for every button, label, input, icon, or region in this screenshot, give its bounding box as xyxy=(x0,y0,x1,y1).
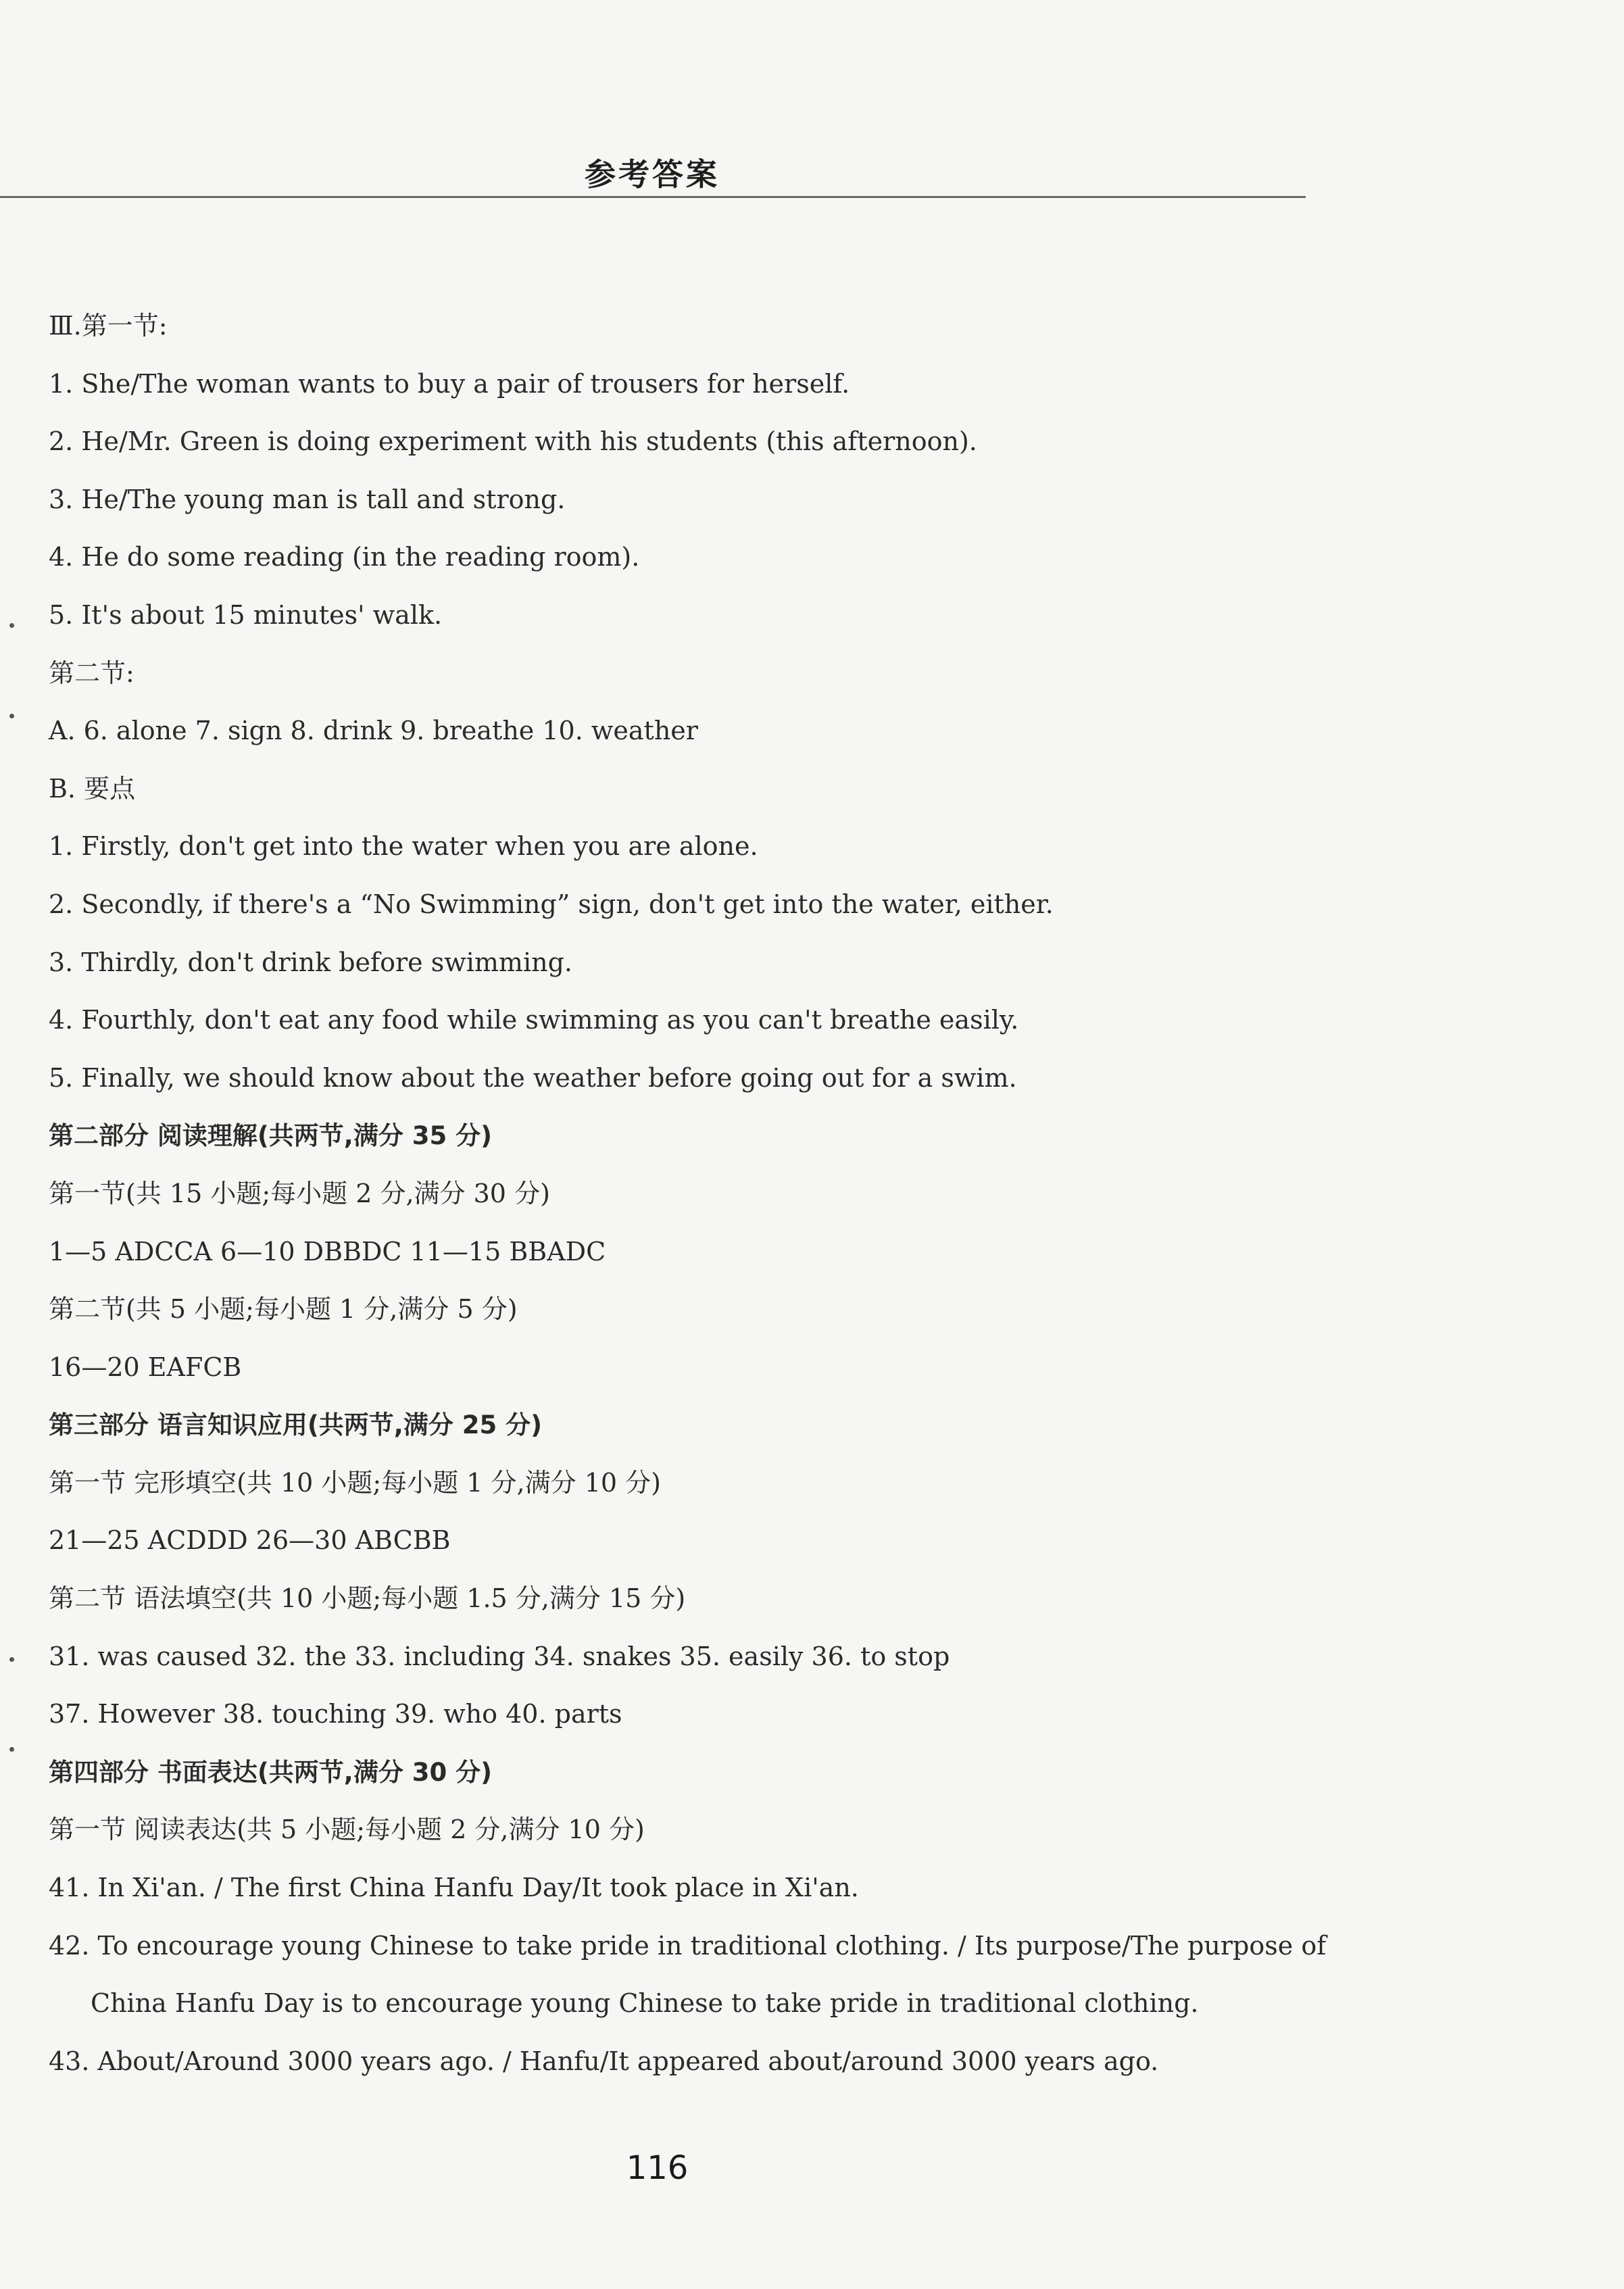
answer-line: 1. She/The woman wants to buy a pair of trousers for herself. xyxy=(49,368,850,399)
answer-line: Ⅲ.第一节: xyxy=(49,311,168,341)
answer-line: 3. Thirdly, don't drink before swimming. xyxy=(49,947,572,977)
answer-line: 4. Fourthly, don't eat any food while swimming as you can't breathe easily. xyxy=(49,1005,1019,1035)
answer-line: 4. He do some reading (in the reading room). xyxy=(49,542,640,572)
answer-line: 第二节: xyxy=(49,658,134,688)
answer-line: B. 要点 xyxy=(49,773,136,804)
answer-line: A. 6. alone 7. sign 8. drink 9. breathe 10. weather xyxy=(49,716,698,746)
answer-line: 3. He/The young man is tall and strong. xyxy=(49,484,566,514)
answer-line: 第一节 完形填空(共 10 小题;每小题 1 分,满分 10 分) xyxy=(49,1467,661,1498)
answer-line: 31. was caused 32. the 33. including 34. snakes 35. easily 36. to stop xyxy=(49,1641,950,1671)
page-number: 116 xyxy=(626,2149,689,2187)
answer-line: 21—25 ACDDD 26—30 ABCBB xyxy=(49,1525,451,1556)
answer-line: China Hanfu Day is to encourage young Chinese to take pride in traditional clothing. xyxy=(91,1988,1199,2019)
scan-speck xyxy=(9,623,14,628)
answer-line: 第二节 语法填空(共 10 小题;每小题 1.5 分,满分 15 分) xyxy=(49,1583,686,1614)
answer-line: 第二节(共 5 小题;每小题 1 分,满分 5 分) xyxy=(49,1294,518,1325)
answer-line: 5. It's about 15 minutes' walk. xyxy=(49,599,443,630)
scan-speck xyxy=(9,714,14,718)
scan-speck xyxy=(9,1657,14,1662)
section-heading: 第二部分 阅读理解(共两节,满分 35 分) xyxy=(49,1121,493,1151)
answer-line: 1—5 ADCCA 6—10 DBBDC 11—15 BBADC xyxy=(49,1236,606,1266)
scan-speck xyxy=(9,1747,14,1752)
header-rule xyxy=(0,196,1306,198)
answer-line: 第一节(共 15 小题;每小题 2 分,满分 30 分) xyxy=(49,1178,550,1208)
answer-line: 41. In Xi'an. / The first China Hanfu Day/It took place in Xi'an. xyxy=(49,1873,859,1903)
section-heading: 第三部分 语言知识应用(共两节,满分 25 分) xyxy=(49,1410,543,1440)
answer-line: 2. Secondly, if there's a “No Swimming” sign, don't get into the water, either. xyxy=(49,889,1054,919)
answer-line: 42. To encourage young Chinese to take pride in traditional clothing. / Its purpose/The purpose of xyxy=(49,1930,1327,1961)
answer-line: 5. Finally, we should know about the weather before going out for a swim. xyxy=(49,1062,1017,1093)
section-heading: 第四部分 书面表达(共两节,满分 30 分) xyxy=(49,1757,493,1787)
answer-line: 43. About/Around 3000 years ago. / Hanfu/It appeared about/around 3000 years ago. xyxy=(49,2046,1159,2076)
answer-line: 1. Firstly, don't get into the water when you are alone. xyxy=(49,831,758,862)
answer-line: 16—20 EAFCB xyxy=(49,1352,242,1382)
answer-line: 37. However 38. touching 39. who 40. parts xyxy=(49,1699,622,1729)
answer-line: 2. He/Mr. Green is doing experiment with his students (this afternoon). xyxy=(49,426,977,457)
answer-key-body xyxy=(49,297,1327,2090)
page-header-title: 参考答案 xyxy=(585,156,720,193)
answer-line: 第一节 阅读表达(共 5 小题;每小题 2 分,满分 10 分) xyxy=(49,1815,645,1845)
